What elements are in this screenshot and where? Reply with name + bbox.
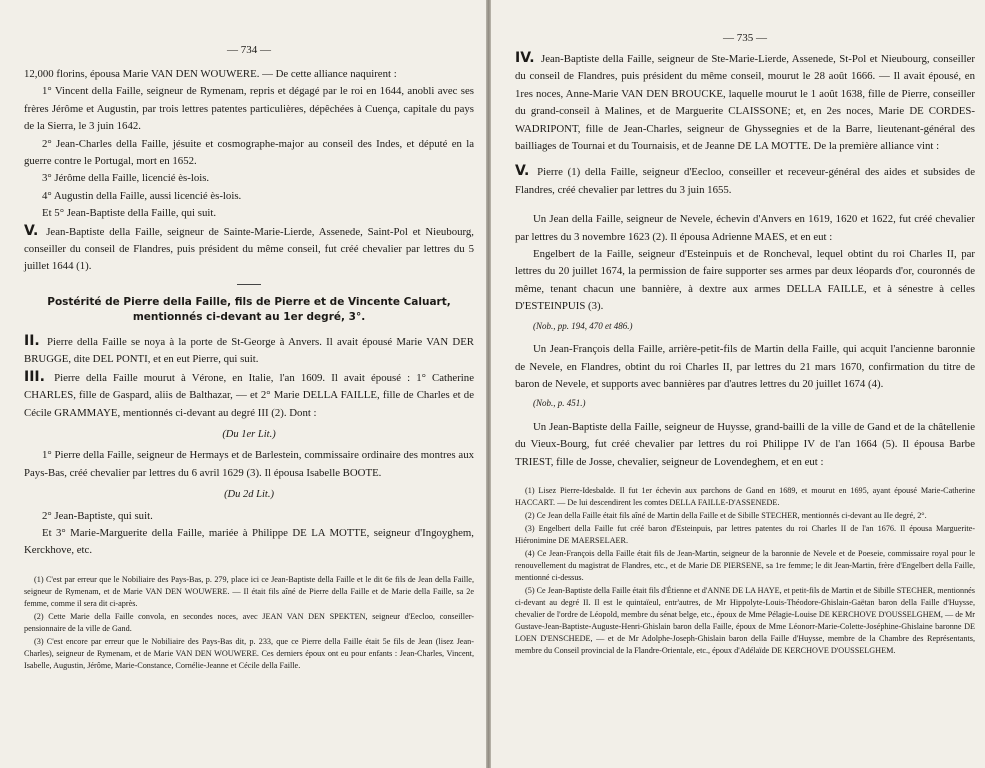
generation-numeral: IV.	[515, 50, 535, 66]
footnote: (5) Ce Jean-Baptiste della Faille était fils d'Étienne et d'ANNE DE LA HAYE, et petit-fils de Martin et de Sibille STECHER, mentionnés ci-devant au degré II. Il est le quintaïeul, entr'autres, de Mr Hippolyte-Louis-Théodore-Ghislain-Gaëtan baron della Faille d'Huysse, chevalier de l'ordre de Léopold, membre du sénat belge, etc., époux de Mme Pélagie-Louise DE KERCHOVE D'OUSSELGHEM, — de Mr Gustave-Jean-Baptiste-Auguste-Henri-Ghislain baron della Faille, époux de Mme Léonorr-Marie-Colette-Joséphine-Ghislaine baronne DE LOEN D'ENSCHEDE, — et de Mr Adolphe-Joseph-Ghislain baron della Faille d'Huysse, membre de la Chambre des Représentants, membre du Conseil provincial de la Flandre-Orientale, etc., époux d'Adélaïde DE KERCHOVE D'OUSSELGHEM.	[515, 585, 975, 655]
reference-note: (Nob., pp. 194, 470 et 486.)	[533, 320, 633, 331]
footnote: (4) Ce Jean-François della Faille était fils de Jean-Martin, seigneur de la baronnie de Nevele et de Poeseie, commissaire royal pour le renouvellement du magistrat de Flandres, etc., et de Marie DE PIERSENE, sa 1re femme; le dit Jean-Martin, frère d'Engelbert della Faille, mentionné ci-dessus.	[515, 548, 975, 582]
footnote: (1) Lisez Pierre-Idesbalde. Il fut 1er échevin aux parchons de Gand en 1689, et mourut en 1695, ayant épousé Marie-Catherine HACCART. — De lui descendirent les comtes DELLA FAILLE-D'ASSENEDE.	[515, 485, 975, 507]
generation-text: Pierre (1) della Faille, seigneur d'Eecloo, conseiller et receveur-général des aides et subsides de Flandres, créé chevalier par lettres du 3 juin 1655.	[515, 166, 975, 196]
list-item: 3° Jérôme della Faille, licencié ès-lois.	[42, 172, 210, 185]
list-item: Et 5° Jean-Baptiste della Faille, qui suit.	[42, 207, 217, 220]
generation-numeral: V.	[24, 222, 39, 239]
footnote: (3) Engelbert della Faille fut créé baron d'Esteinpuis, par lettres patentes du roi Charles II de l'an 1676. Il épousa Marguerite-Hiéronimine DE MAERSELAER.	[515, 523, 975, 545]
right-page	[491, 0, 985, 768]
footnotes	[24, 574, 474, 672]
generation-text: Jean-Baptiste della Faille, seigneur de Ste-Marie-Lierde, Assenede, St-Pol et Nieubourg, conseiller du conseil de Flandres, puis président du même conseil, mourut le 28 août 1666. — Il avait épousé, en 1res noces, Anne-Marie VAN DEN BROUCKE, laquelle mourut le 1 août 1638, fille de Pierre, conseiller du grand-conseil à Malines, et de Marguerite CLAISSONE; et, en 2es noces, Marie DE CORDES-WADRIPONT, fille de Jean-Charles, seigneur de Ghyssegnies et de la Barre, lieutenant-général des bailliages de Tournai et du Tournaisis, et de Jeanne DE LA MOTTE. De la première alliance vint :	[515, 53, 976, 153]
generation-numeral: III.	[24, 368, 45, 385]
divider	[237, 284, 261, 285]
generation-text: Pierre della Faille mourut à Vérone, en Italie, l'an 1609. Il avait épousé : 1° Catherine CHARLES, fille de Gaspard, aliis de Balthazar, — et 2° Marie DELLA FAILLE, fille de Charles et de Cécile GRAMMAYE, mentionnés ci-devant au degré III (2). Dont :	[24, 371, 474, 419]
generation-entry	[24, 333, 474, 369]
generation-text: Pierre della Faille se noya à la porte de St-George à Anvers. Il avait épousé Marie VAN DER BRUGGE, dite DEL PONTI, et en eut Pierre, qui suit.	[24, 335, 475, 366]
generation-numeral: V.	[515, 163, 530, 180]
generation-entry	[515, 50, 975, 155]
paragraph: Un Jean-Baptiste della Faille, seigneur de Huysse, grand-bailli de la ville de Gand et de la châtellenie du Vieux-Bourg, fut créé chevalier par lettres du roi Philippe IV de l'an 1664 (5). Il épousa Barbe TRIEST, fille de Josse, chevalier, seigneur de Lovendeghem, et en eut :	[515, 420, 975, 468]
subheading-second-bed: (Du 2d Lit.)	[224, 489, 274, 501]
reference-note: (Nob., p. 451.)	[533, 398, 586, 409]
list-item: 1° Vincent della Faille, seigneur de Rymenam, repris et dégagé par le roi en 1644, anobli avec ses frères Jérôme et Augustin, par trois lettres patentes particulières, dépêchées à Cuença, capitale du pays de la Sierra, le 3 juin 1642.	[24, 85, 474, 133]
list-item: 4° Augustin della Faille, aussi licencié ès-lois.	[42, 189, 242, 202]
paragraph: Un Jean della Faille, seigneur de Nevele, échevin d'Anvers en 1619, 1620 et 1622, fut créé chevalier par lettres du 3 novembre 1623 (2). Il épousa Adrienne MAES, et en eut :	[515, 213, 975, 243]
paragraph: Engelbert de la Faille, seigneur d'Esteinpuis et de Roncheval, lequel obtint du roi Charles II, par lettres du 20 juillet 1674, la permission de faire supporter ses armes par deux léopards d'or, couronnés de même, tenant chacun une bannière, à dextre aux armes DELLA FAILLE, et à sénestre à celles D'ESTEINPUIS (3).	[515, 248, 975, 313]
section-heading: Postérité de Pierre della Faille, fils de Pierre et de Vincente Caluart, mentionnés ci-devant au 1er degré, 3°.	[47, 295, 451, 323]
footnote: (3) C'est encore par erreur que le Nobiliaire des Pays-Bas dit, p. 233, que ce Pierre della Faille était 5e fils de Jean (lisez Jean-Charles), seigneur de Rymenam, et de Marie VAN DEN WOUWERE. Ces derniers époux ont eu pour enfants : Jean-Charles, Vincent, Isabelle, Augustin, Jérôme, Marie-Constance, Cornélie-Jeanne et Cécile della Faille.	[24, 636, 474, 670]
generation-text: Jean-Baptiste della Faille, seigneur de Sainte-Marie-Lierde, Assenede, Saint-Pol et Nieubourg, conseiller du conseil de Flandres, puis président du même conseil, fut créé chevalier par lettres du 5 juillet 1644 (1).	[24, 225, 475, 273]
subheading-first-bed: (Du 1er Lit.)	[222, 428, 276, 440]
right-page-body	[515, 50, 975, 471]
paragraph: Un Jean-François della Faille, arrière-petit-fils de Martin della Faille, qui acquit l'ancienne baronnie de Nevele, en Flandres, obtint du roi Charles II, par lettres du 21 mars 1670, confirmation du titre de baron de Nevele, et supports avec bannières par d'autres lettres du 20 juillet 1674 (4).	[515, 343, 975, 390]
footnotes	[515, 485, 975, 657]
paragraph: 12,000 florins, épousa Marie VAN DEN WOUWERE. — De cette alliance naquirent :	[24, 68, 397, 80]
list-item: 1° Pierre della Faille, seigneur de Hermays et de Barlestein, commissaire ordinaire des montres aux Pays-Bas, créé chevalier par lettres du 6 avril 1629 (3). Il épousa Isabelle BOOTE.	[24, 449, 474, 479]
list-item: 2° Jean-Baptiste, qui suit.	[42, 509, 153, 522]
generation-numeral: II.	[24, 332, 40, 349]
left-page	[0, 0, 486, 768]
page-number: — 734 —	[227, 44, 271, 56]
footnote: (2) Cette Marie della Faille convola, en secondes noces, avec JEAN VAN DEN SPEKTEN, seigneur d'Eecloo, conseiller-pensionnaire de la ville de Gand.	[24, 611, 474, 633]
footnote: (1) C'est par erreur que le Nobiliaire des Pays-Bas, p. 279, place ici ce Jean-Baptiste della Faille et le dit 6e fils de Jean della Faille, seigneur de Rymenam, et de Marie VAN DEN WOUWERE. — Il était fils aîné de Pierre della Faille et de Marie della Faille, sa 2e femme, comme il sera dit ci-après.	[24, 574, 474, 608]
generation-entry	[24, 369, 474, 422]
generation-entry	[515, 163, 975, 199]
list-item: 2° Jean-Charles della Faille, jésuite et cosmographe-major au conseil des Indes, et député en la guerre contre le Portugal, mort en 1652.	[24, 137, 474, 168]
generation-entry	[24, 223, 474, 276]
page-number: — 735 —	[723, 32, 767, 44]
list-item: Et 3° Marie-Marguerite della Faille, mariée à Philippe DE LA MOTTE, seigneur d'Ingoyghem, Kerckhove, etc.	[24, 526, 474, 557]
footnote: (2) Ce Jean della Faille était fils aîné de Martin della Faille et de Sibille STECHER, mentionnés ci-devant au IIe degré, 2°.	[525, 510, 927, 520]
left-page-body	[24, 66, 474, 560]
